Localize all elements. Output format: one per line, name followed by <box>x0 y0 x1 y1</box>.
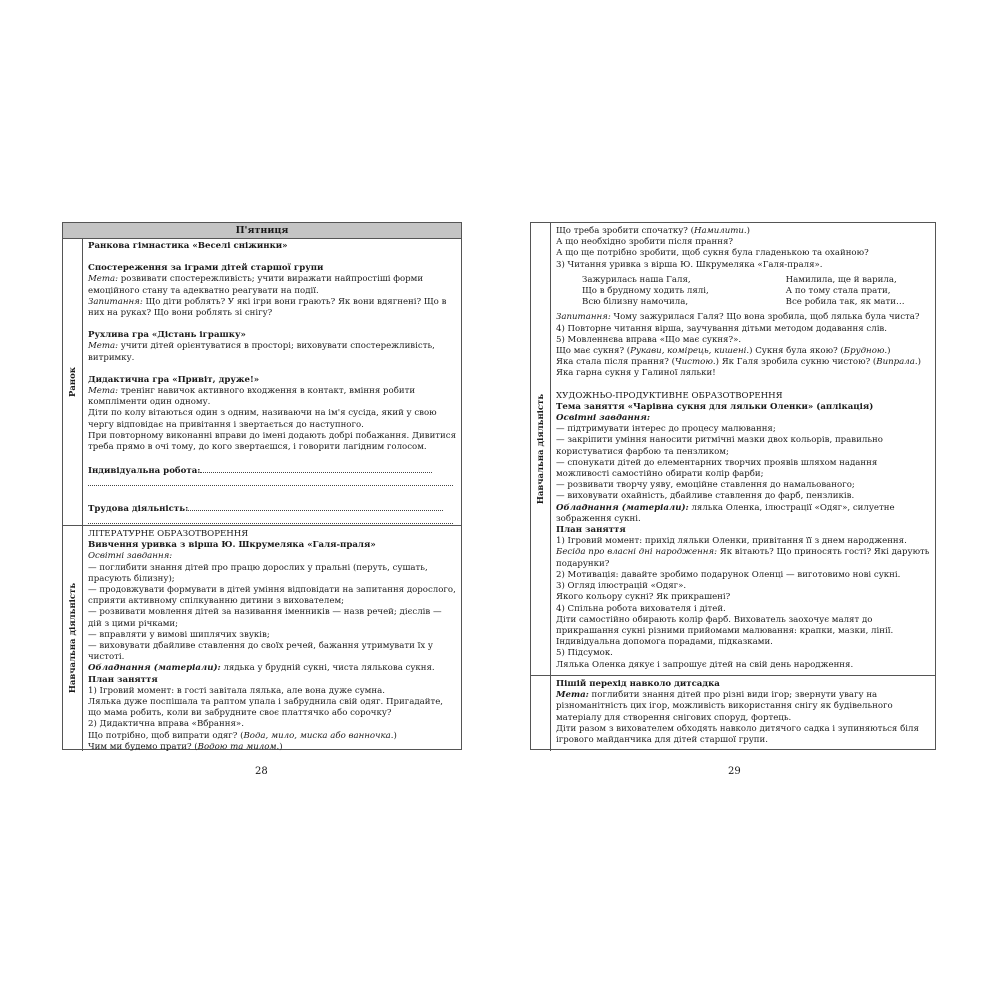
labor-blank-line <box>88 515 458 528</box>
right-page-number: 29 <box>728 766 741 777</box>
text-line: 3) Читання уривка з вірша Ю. Шкрумеляка «Галя-праля». <box>556 259 823 270</box>
text-line: А що ще потрібно зробити, щоб сукня була гладенькою та охайною? <box>556 248 869 259</box>
art-talk: Бесіда про власні дні народження: Як вітають? Що приносять гості? Які дарують подарунки? <box>556 547 930 569</box>
art-plan-item: Діти самостійно обирають колір фарб. Вихователь заохочує малят до прикрашання сукні різними прийомами малювання: крапки, мазки, лінії. Індивідуальна допомога порадами, підказками. <box>556 614 894 648</box>
right-table <box>530 222 936 750</box>
task-item: — розвивати мовлення дітей за називання іменників — назв речей; дієслів — дій з цими річками; <box>88 607 442 629</box>
game-goal: Мета: учити дітей орієнтуватися в просторі; виховувати спостережливість, витримку. <box>88 341 435 363</box>
poem-line: А по тому стала прати, <box>785 286 891 297</box>
observation-title: Спостереження за іграми дітей старшої групи <box>88 263 324 274</box>
gym-title: Ранкова гімнастика «Веселі сніжинки» <box>88 241 288 251</box>
study-content <box>88 529 458 753</box>
art-tasks-label: Освітні завдання: <box>556 413 651 424</box>
walk-title: Пішій перехід навколо дитсадка <box>556 679 720 689</box>
poem-line: Все робила так, як мати… <box>785 297 905 308</box>
poem-line: Що в брудному ходить лялі, <box>582 286 709 297</box>
plan-item: Лялька дуже поспішала та раптом упала і забруднила свій одяг. Пригадайте, що мама робить, коли ви забрудните своє платтячко або сорочку? <box>88 697 444 719</box>
left-page-number: 28 <box>255 766 268 777</box>
section-divider <box>531 675 935 676</box>
art-plan-item: 3) Огляд ілюстрацій «Одяг». <box>556 581 687 592</box>
art-plan-title: План заняття <box>556 525 626 536</box>
poem <box>582 275 933 309</box>
didactic-title: Дидактична гра «Привіт, друже!» <box>88 374 260 385</box>
morning-content <box>88 241 458 528</box>
step-4: 4) Повторне читання вірша, заучування дітьми методом додавання слів. <box>556 323 888 334</box>
didactic-paragraph-1: Діти по колу вітаються один з одним, називаючи на ім'я сусіда, який у свою чергу відповідає на привітання і звертається до наступного. <box>88 408 437 430</box>
study-subtitle: Вивчення уривка з вірша Ю. Шкрумеляка «Галя-праля» <box>88 540 376 551</box>
study-side-label-cell <box>63 525 83 751</box>
didactic-goal: Мета: тренінг навичок активного входження в контакт, вміння робити компліменти один одному. <box>88 386 416 408</box>
step-5: 5) Мовленнєва вправа «Що має сукня?». <box>556 334 742 345</box>
individual-work: Індивідуальна робота: <box>88 464 458 477</box>
poem-left-column <box>582 275 786 309</box>
art-plan-item: Якого кольору сукні? Як прикрашені? <box>556 592 731 603</box>
left-table <box>62 222 462 750</box>
game-title: Рухлива гра «Дістань іграшку» <box>88 330 246 341</box>
right-side-label-cell <box>531 223 551 675</box>
tasks-label: Освітні завдання: <box>88 551 173 562</box>
text-line: А що необхідно зробити після прання? <box>556 237 734 248</box>
day-header: П'ятниця <box>63 223 461 239</box>
art-plan-item: 1) Ігровий момент: прихід ляльки Оленки, привітання її з днем народження. <box>556 536 907 547</box>
question-line: Чим ми будемо прати? (Водою та милом.) <box>88 741 283 752</box>
poem-line: Зажурилась наша Галя, <box>582 274 691 285</box>
right-side-label: Навчальна діяльність <box>536 393 546 505</box>
art-task-item: — спонукати дітей до елементарних творчих проявів шляхом надання можливості самостійно обирати колір фарби; <box>556 457 878 480</box>
walk-content <box>556 679 933 746</box>
didactic-paragraph-2: При повторному виконанні вправи до імені додають добрі побажання. Дивитися треба прямо в очі тому, до кого звертаєшся, і говорити лагідним голосом. <box>88 430 457 453</box>
art-plan-item: 2) Мотивація: давайте зробимо подарунок Оленці — виготовимо нові сукні. <box>556 569 901 580</box>
task-item: — вправляти у вимові шиплячих звуків; <box>88 629 270 640</box>
task-item: — поглибити знання дітей про працю дорослих у пральні (перуть, сушать, прасують білизну); <box>88 562 428 584</box>
walk-goal: Мета: поглибити знання дітей про різні види ігор; звернути увагу на різноманітність цих ігор, можливість використання снігу як будівельного матеріалу для створення снігових споруд, фортець. <box>556 690 893 723</box>
art-title: ХУДОЖНЬО-ПРОДУКТИВНЕ ОБРАЗОТВОРЕННЯ <box>556 390 783 401</box>
plan-item: 1) Ігровий момент: в гості завітала лялька, але вона дуже сумна. <box>88 685 385 696</box>
dress-question: Що має сукня? (Рукави, комірець, кишені.) Сукня була якою? (Брудною.) <box>556 346 891 357</box>
labor-activity: Трудова діяльність: <box>88 502 458 515</box>
art-subtitle: Тема заняття «Чарівна сукня для ляльки Оленки» (аплікація) <box>556 401 874 412</box>
clean-question: Яка стала після прання? (Чистою.) Як Галя зробила сукню чистою? (Випрала.) <box>556 357 921 368</box>
task-item: — виховувати дбайливе ставлення до своїх речей, бажання утримувати їх у чистоті. <box>88 641 433 663</box>
poem-questions: Запитання: Чому зажурилася Галя? Що вона зробила, щоб лялька була чиста? <box>556 312 920 323</box>
art-task-item: — розвивати творчу уяву, емоційне ставлення до намальованого; <box>556 480 855 491</box>
poem-line: Всю білизну намочила, <box>582 297 689 308</box>
poem-line: Намилила, ще й варила, <box>785 274 897 285</box>
art-plan-item: Лялька Оленка дякує і запрошує дітей на свій день народження. <box>556 659 854 670</box>
art-task-item: — виховувати охайність, дбайливе ставлення до фарб, пензликів. <box>556 491 855 502</box>
task-item: — продовжувати формувати в дітей уміння відповідати на запитання дорослого, сприяти активному спілкуванню дитини з вихователем; <box>88 585 456 607</box>
observation-questions: Запитання: Що діти роблять? У які ігри вони грають? Як вони вдягнені? Що в них на руках? Що вони роблять зі снігу? <box>88 296 447 319</box>
art-task-item: — підтримувати інтерес до процесу малювання; <box>556 424 776 435</box>
morning-side-label-cell <box>63 238 83 525</box>
study-side-label: Навчальна діяльність <box>68 582 78 694</box>
question-line: Що потрібно, щоб випрати одяг? (Вода, мило, миска або ванночка.) <box>88 730 397 741</box>
art-plan-item: 5) Підсумок. <box>556 648 613 659</box>
morning-side-label: Ранок <box>68 366 78 397</box>
observation-goal: Мета: розвивати спостережливість; учити виражати найпростіші форми емоційного стану та адекватно реагувати на події. <box>88 274 424 296</box>
equipment: Обладнання (матеріали): лядька у брудній сукні, чиста ляльковa сукня. <box>88 663 435 674</box>
text-line: Що треба зробити спочатку? (Намилити.) <box>556 226 751 236</box>
right-content <box>556 226 933 671</box>
poem-right-column <box>786 275 933 309</box>
study-title: ЛІТЕРАТУРНЕ ОБРАЗОТВОРЕННЯ <box>88 529 249 539</box>
plan-item: 2) Дидактична вправа «Вбрання». <box>88 719 244 730</box>
beauty-line: Яка гарна сукня у Галиної ляльки! <box>556 368 716 379</box>
plan-title: План заняття <box>88 674 158 685</box>
art-equipment: Обладнання (матеріали): лялька Оленка, ілюстрації «Одяг», силуетне зображення сукні. <box>556 502 895 524</box>
individual-blank-line <box>88 477 458 490</box>
walk-paragraph: Діти разом з вихователем обходять навколо дитячого садка і зупиняються біля ігрового майданчика для дітей старшої групи. <box>556 723 919 746</box>
art-task-item: — закріпити уміння наносити ритмічні мазки двох кольорів, правильно користуватися фарбою та пензликом; <box>556 435 883 457</box>
art-plan-item: 4) Спільна робота вихователя і дітей. <box>556 603 726 614</box>
